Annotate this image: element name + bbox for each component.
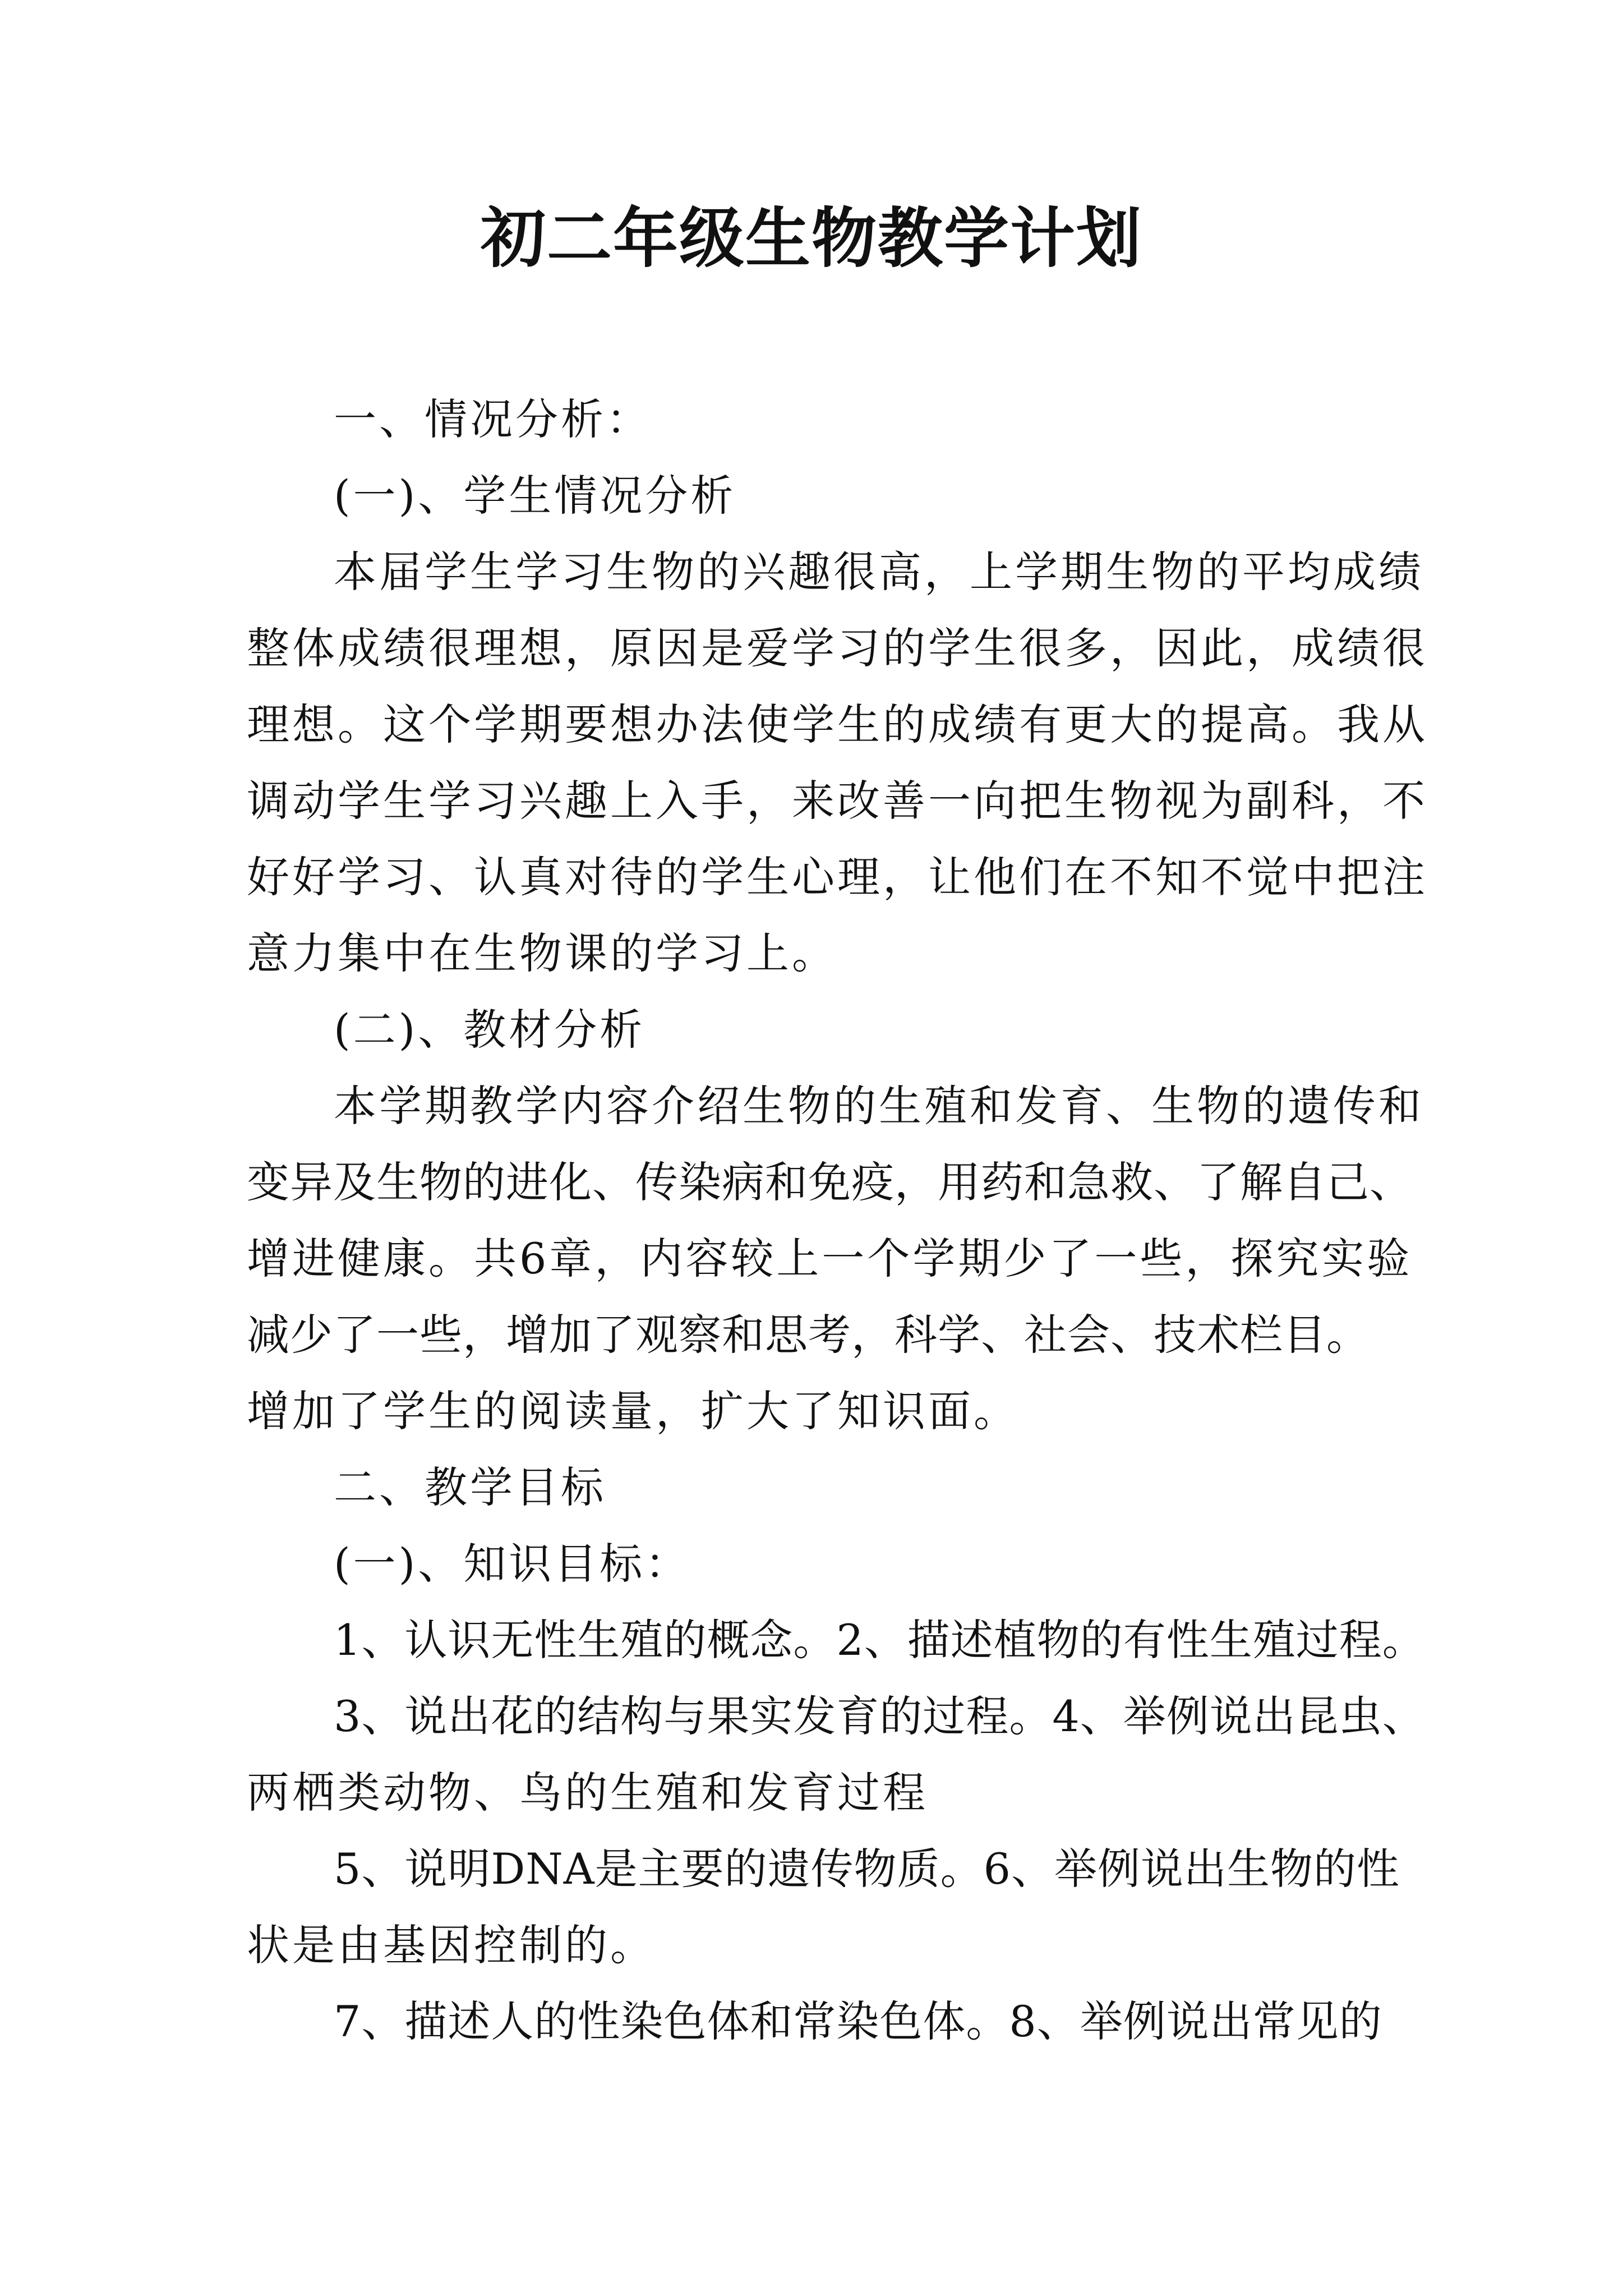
list-line: 5、说明DNA是主要的遗传物质。6、举例说出生物的性 <box>334 1844 1400 1894</box>
paragraph-line: 增进健康。共6章，内容较上一个学期少了一些，探究实验 <box>247 1234 1413 1283</box>
paragraph-line: 本届学生学习生物的兴趣很高，上学期生物的平均成绩 <box>334 547 1424 597</box>
section-heading: 一、情况分析： <box>334 394 652 444</box>
subsection-heading: (一)、知识目标： <box>334 1539 691 1589</box>
subsection-heading: (二)、教材分析 <box>334 1005 645 1055</box>
list-line: 7、描述人的性染色体和常染色体。8、举例说出常见的 <box>334 1996 1382 2046</box>
paragraph-line: 意力集中在生物课的学习上。 <box>247 928 837 978</box>
list-line: 两栖类动物、鸟的生殖和发育过程 <box>247 1768 928 1818</box>
paragraph-line: 增加了学生的阅读量，扩大了知识面。 <box>247 1386 1019 1436</box>
list-line: 1、认识无性生殖的概念。2、描述植物的有性生殖过程。 <box>334 1615 1426 1665</box>
list-line: 状是由基因控制的。 <box>247 1920 656 1970</box>
subsection-heading: (一)、学生情况分析 <box>334 471 736 521</box>
paragraph-line: 理想。这个学期要想办法使学生的成绩有更大的提高。我从 <box>247 700 1428 749</box>
paragraph-line: 整体成绩很理想，原因是爱学习的学生很多，因此，成绩很 <box>247 623 1428 673</box>
paragraph-line: 调动学生学习兴趣上入手，来改善一向把生物视为副科，不 <box>247 776 1428 826</box>
paragraph-line: 好好学习、认真对待的学生心理，让他们在不知不觉中把注 <box>247 852 1428 902</box>
paragraph-line: 本学期教学内容介绍生物的生殖和发育、生物的遗传和 <box>334 1081 1424 1131</box>
section-heading: 二、教学目标 <box>334 1462 606 1512</box>
paragraph-line: 变异及生物的进化、传染病和免疫，用药和急救、了解自己、 <box>247 1157 1413 1207</box>
document-body <box>247 381 1428 2060</box>
paragraph-line: 减少了一些，增加了观察和思考，科学、社会、技术栏目。 <box>247 1310 1370 1360</box>
list-line: 3、说出花的结构与果实发育的过程。4、举例说出昆虫、 <box>334 1691 1426 1741</box>
document-title: 初二年级生物教学计划 <box>481 200 1142 277</box>
